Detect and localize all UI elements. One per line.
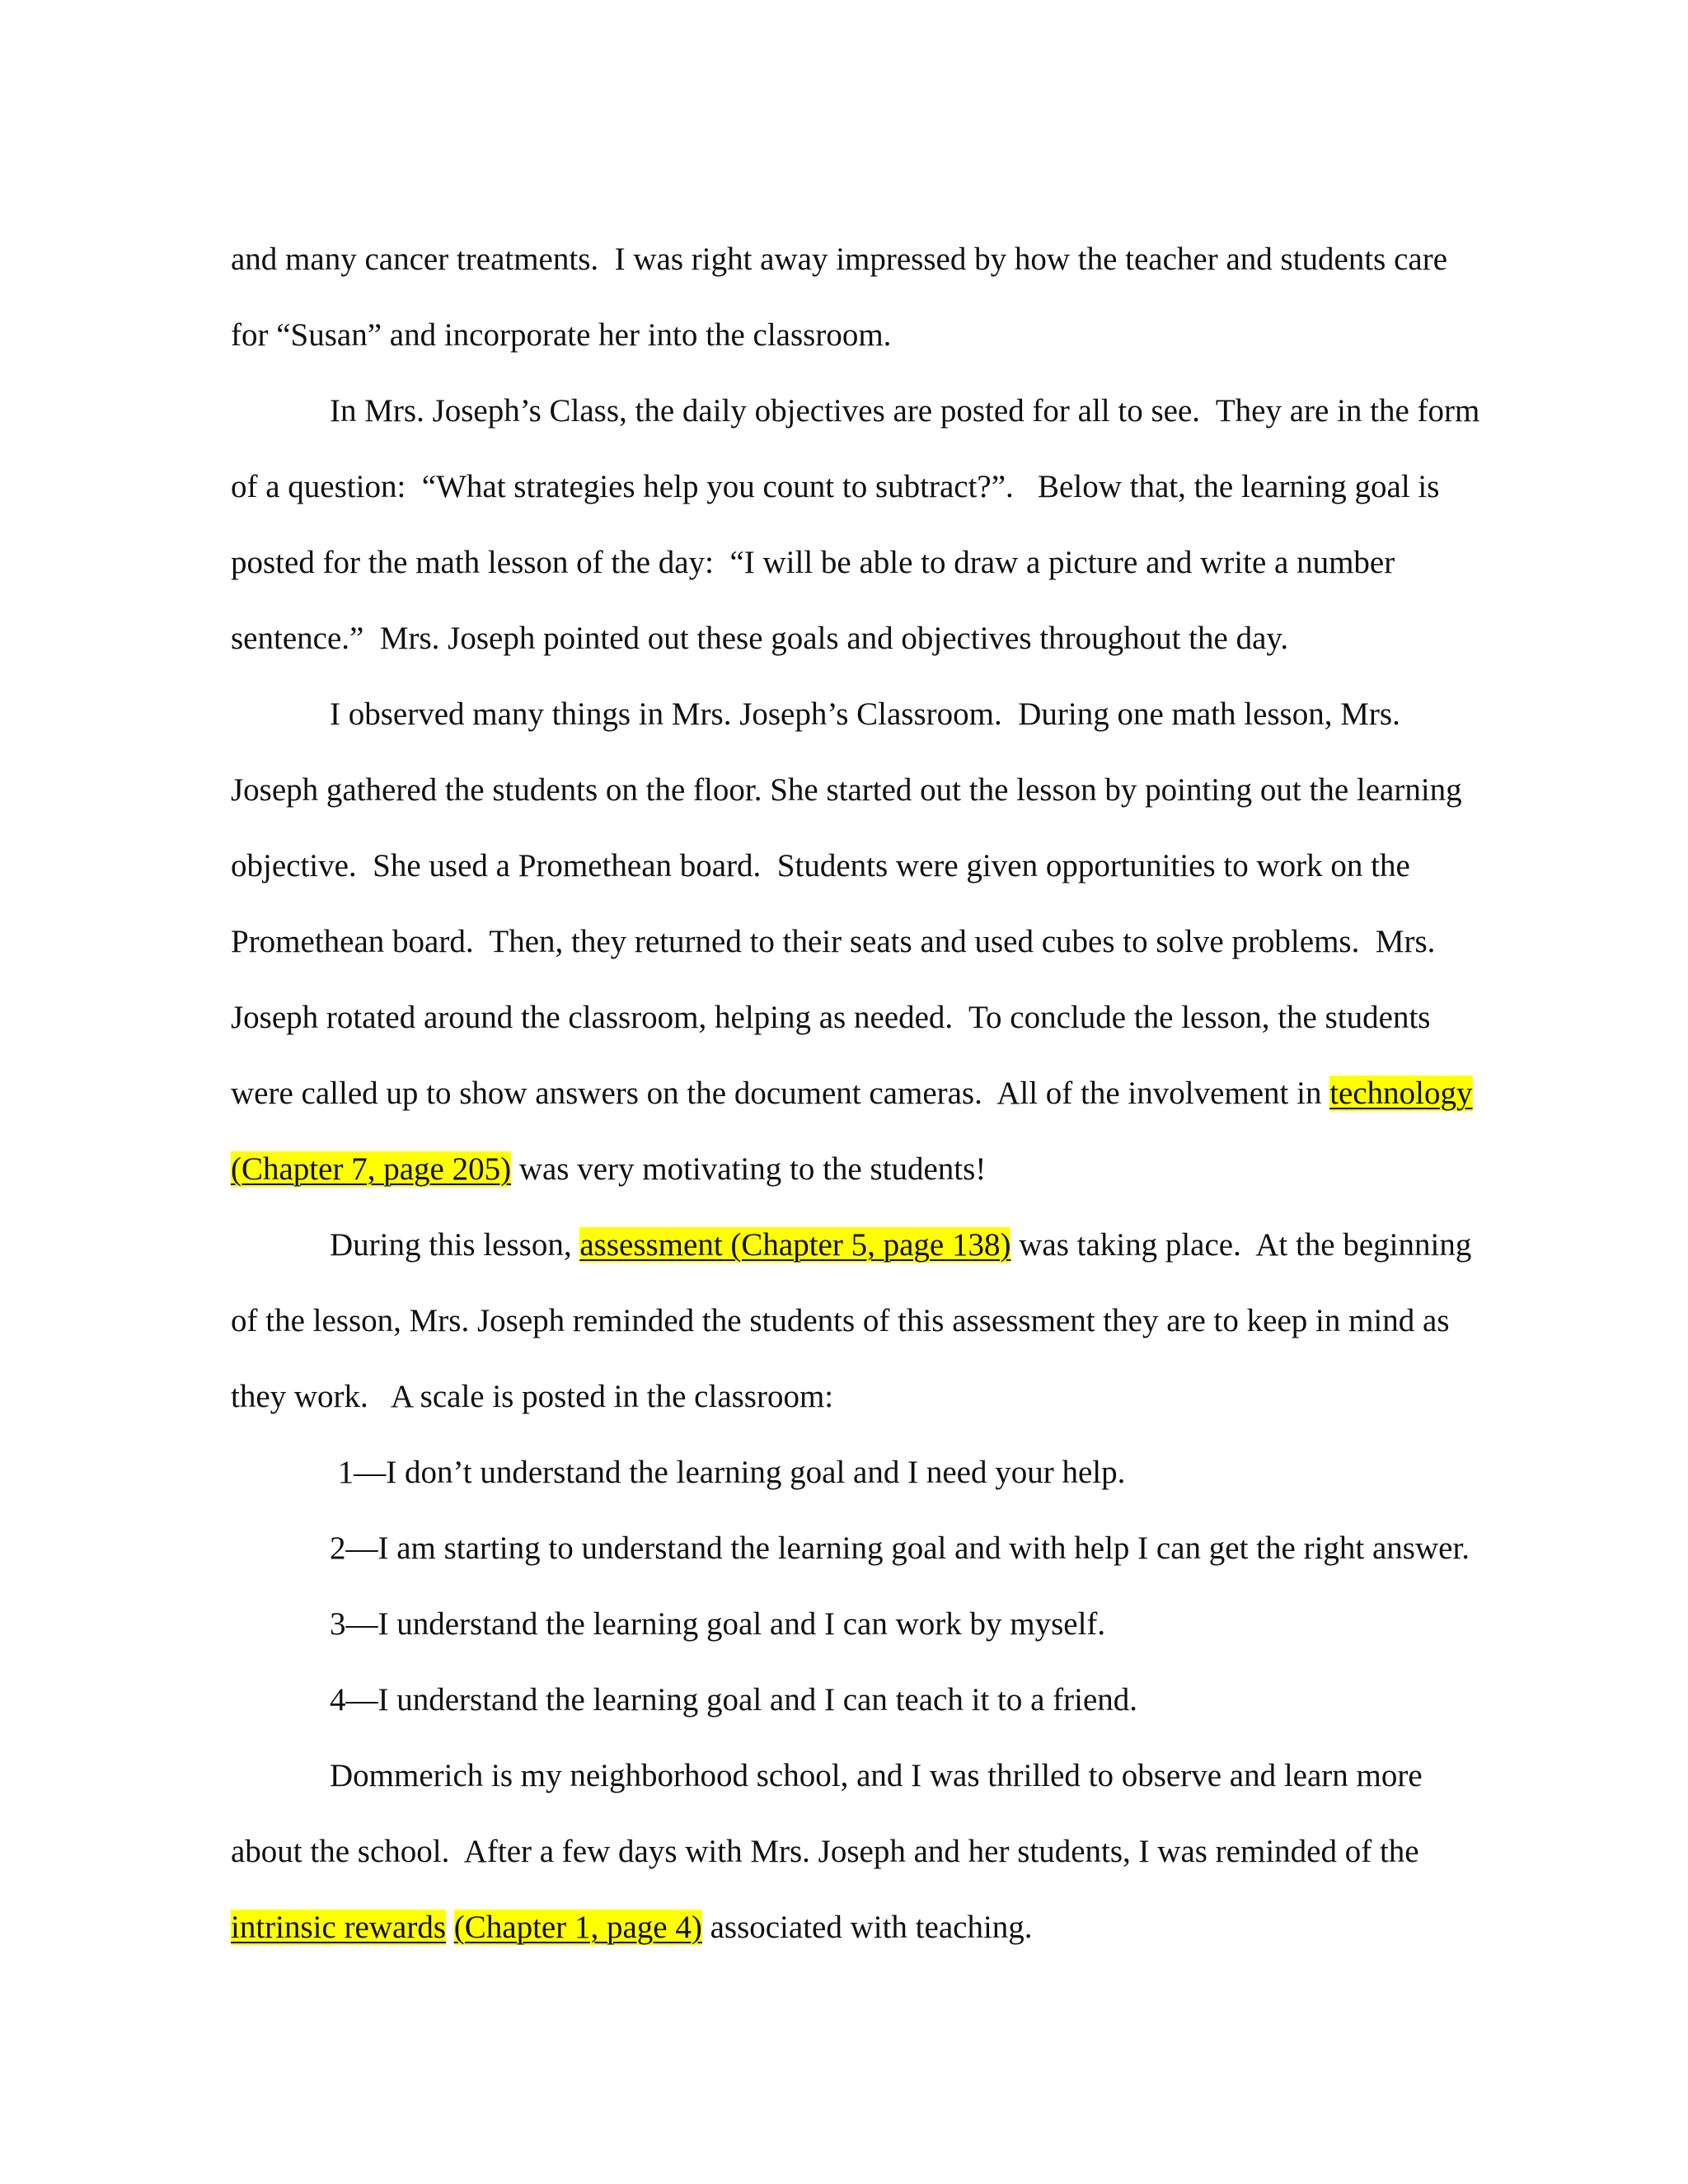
text-run: were called up to show answers on the document cameras. All of the involvement in [231, 1076, 1330, 1111]
text-run: of the lesson, Mrs. Joseph reminded the students of this assessment they are to keep in mind as [231, 1303, 1450, 1338]
highlight-assessment-citation: assessment (Chapter 5, page 138) [579, 1227, 1011, 1263]
text-run [446, 1910, 454, 1945]
highlight-technology: technology [1329, 1076, 1473, 1111]
text-run: 3—I understand the learning goal and I can work by myself. [330, 1606, 1106, 1642]
text-run: of a question: “What strategies help you count to subtract?”. Below that, the learning goal is [231, 469, 1440, 504]
text-run: During this lesson, [330, 1227, 580, 1263]
text-run: was taking place. At the beginning [1010, 1227, 1472, 1263]
text-run: I observed many things in Mrs. Joseph’s Classroom. During one math lesson, Mrs. [330, 696, 1400, 732]
highlight-chapter-1-citation: (Chapter 1, page 4) [453, 1910, 702, 1945]
paragraph-dommerich-line-3 [199, 1866, 1033, 1990]
text-run: Dommerich is my neighborhood school, and I was thrilled to observe and learn more [330, 1758, 1423, 1793]
text-run: was very motivating to the students! [511, 1151, 987, 1187]
text-run: Joseph gathered the students on the floor. She started out the lesson by pointing out the learning [231, 772, 1462, 808]
highlight-chapter-7-citation: (Chapter 7, page 205) [231, 1151, 512, 1187]
text-run: and many cancer treatments. I was right away impressed by how the teacher and students care [231, 241, 1448, 277]
text-run: posted for the math lesson of the day: “I will be able to draw a picture and write a number [231, 545, 1395, 580]
text-run: for “Susan” and incorporate her into the classroom. [231, 317, 892, 353]
text-run: about the school. After a few days with Mrs. Joseph and her students, I was reminded of the [231, 1834, 1419, 1869]
text-run: they work. A scale is posted in the classroom: [231, 1379, 834, 1414]
text-run: Promethean board. Then, they returned to their seats and used cubes to solve problems. Mrs. [231, 924, 1436, 959]
text-run: 4—I understand the learning goal and I can teach it to a friend. [330, 1682, 1138, 1718]
highlight-intrinsic-rewards: intrinsic rewards [231, 1910, 447, 1945]
text-run: Joseph rotated around the classroom, helping as needed. To conclude the lesson, the students [231, 1000, 1431, 1035]
text-run: 2—I am starting to understand the learning goal and with help I can get the right answer. [330, 1530, 1470, 1566]
text-run: associated with teaching. [701, 1910, 1033, 1945]
text-run: 1—I don’t understand the learning goal and I need your help. [330, 1455, 1126, 1490]
text-run: sentence.” Mrs. Joseph pointed out these goals and objectives throughout the day. [231, 621, 1289, 656]
text-run: objective. She used a Promethean board. Students were given opportunities to work on the [231, 848, 1410, 883]
text-run: In Mrs. Joseph’s Class, the daily objectives are posted for all to see. They are in the form [330, 393, 1480, 429]
